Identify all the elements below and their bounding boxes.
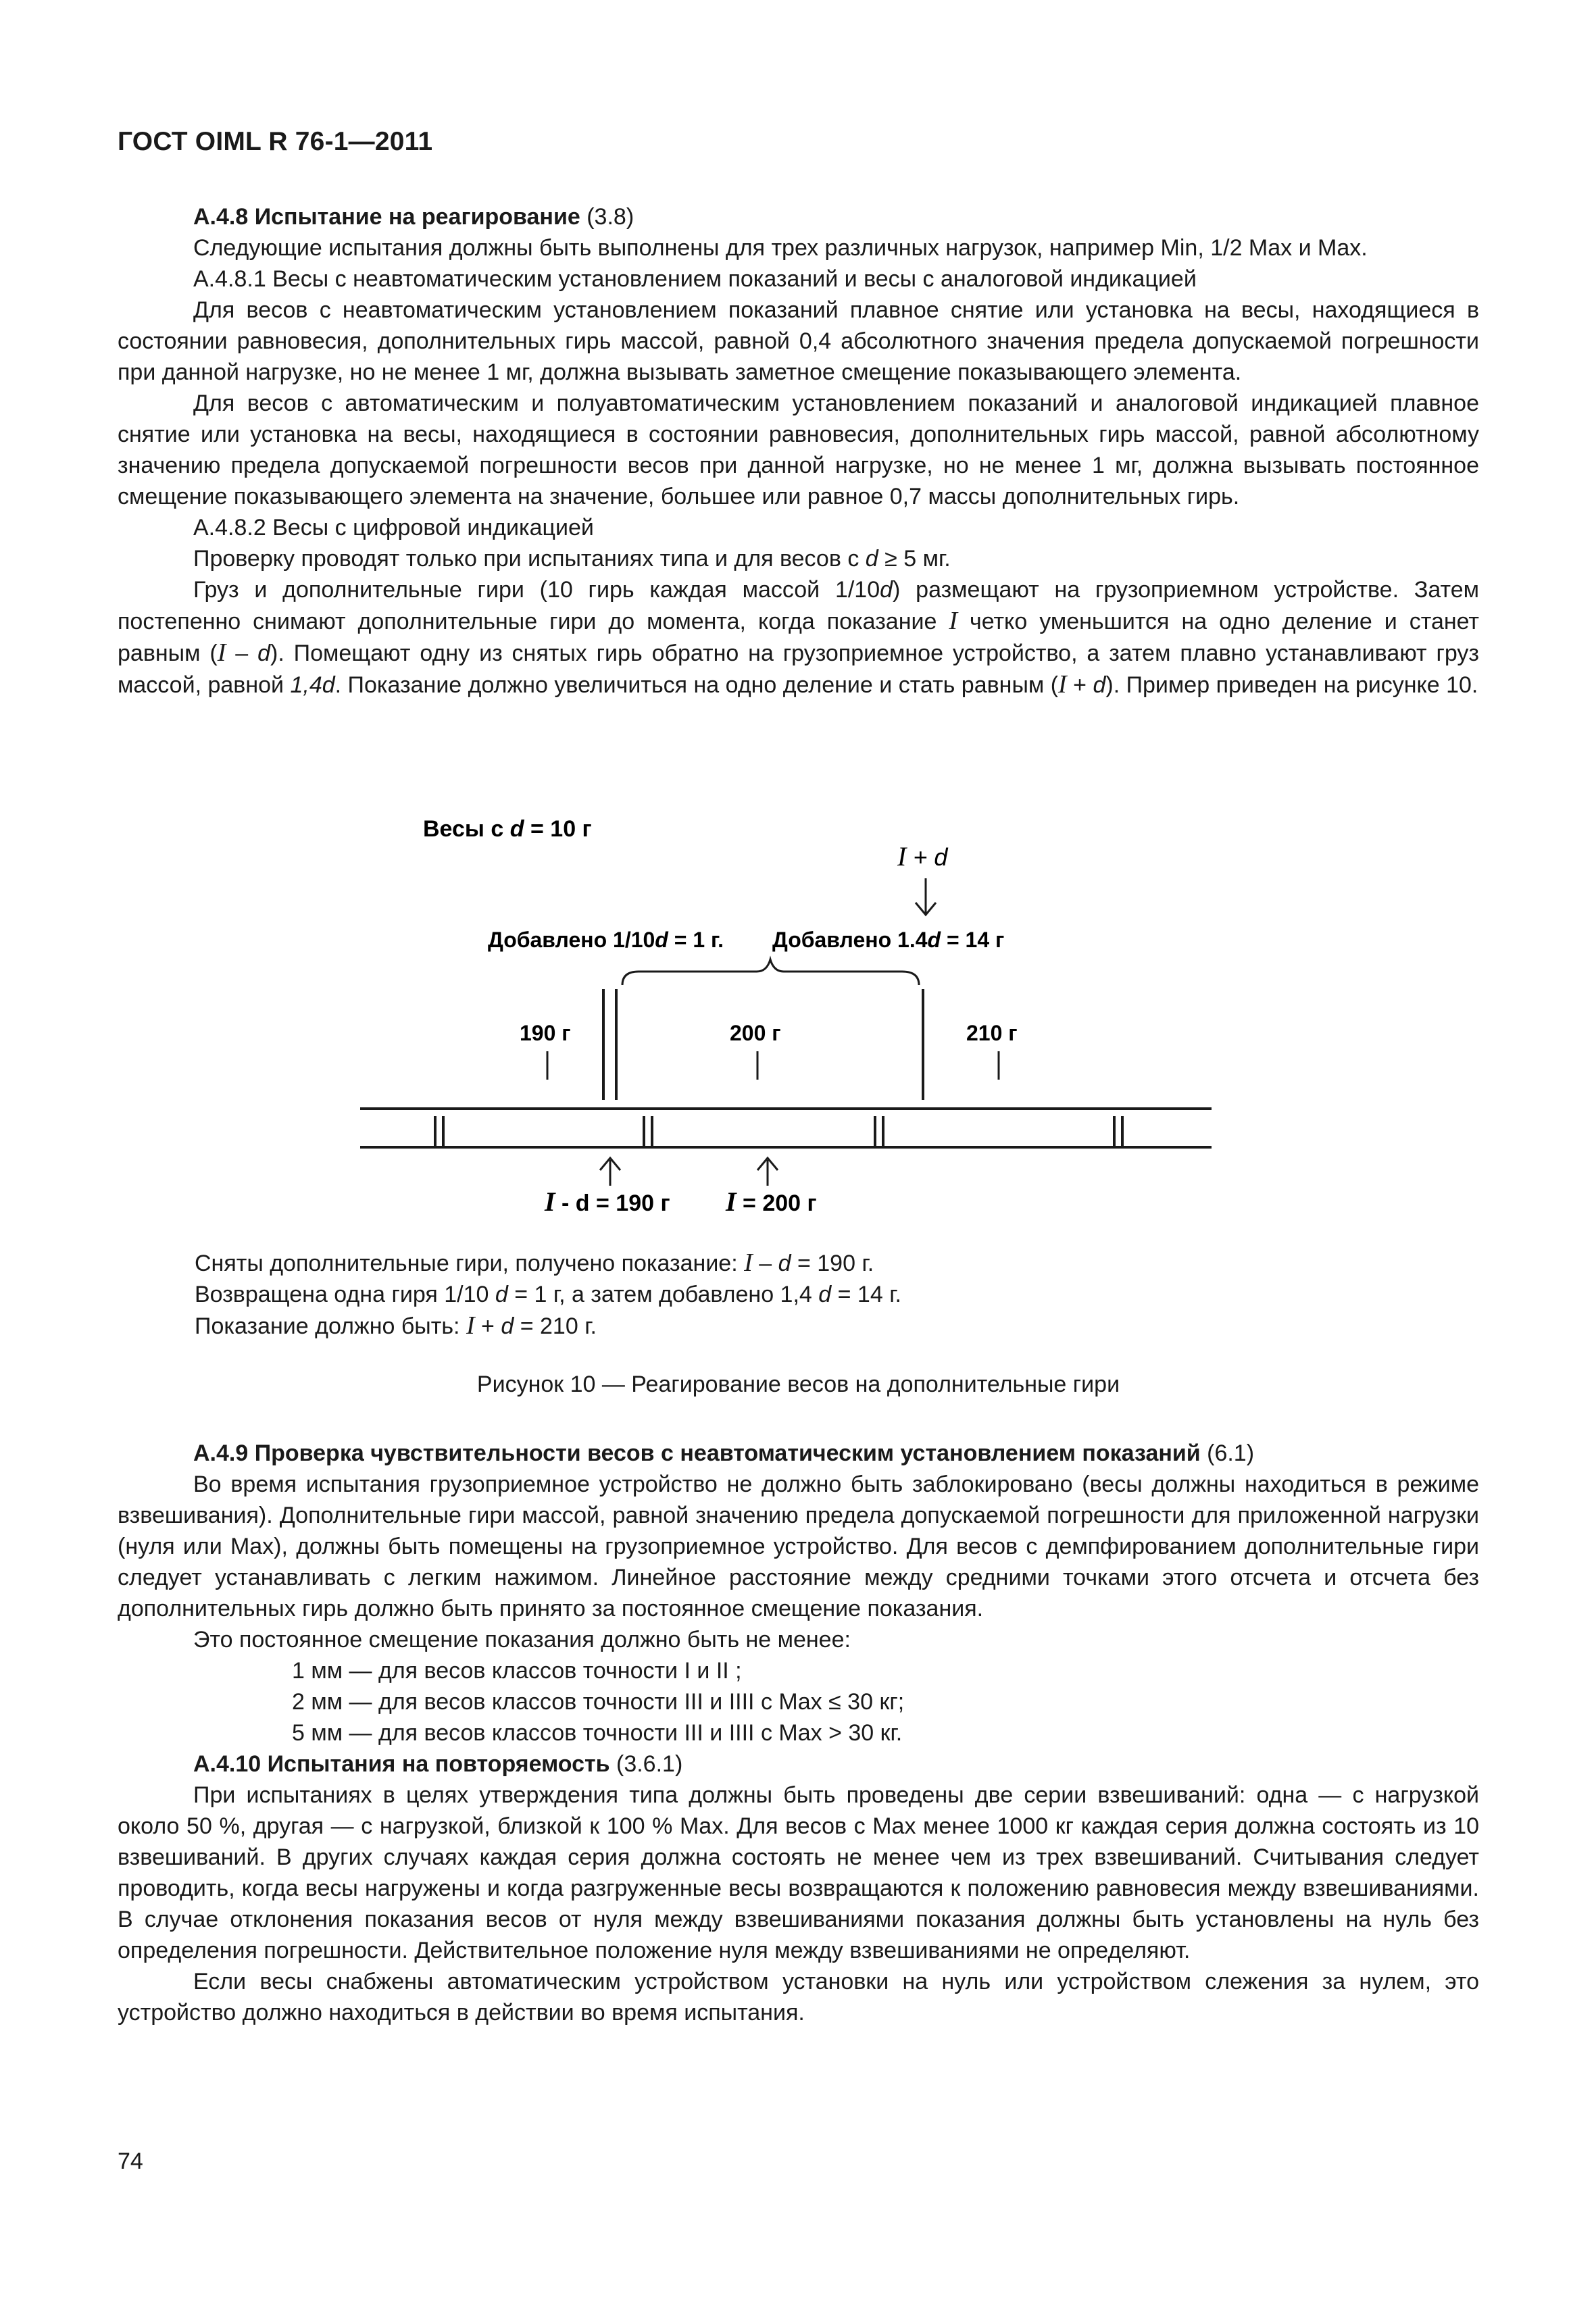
bottom-right-label: I = 200 г — [726, 1186, 817, 1217]
value-190-label: 190 г — [520, 1021, 571, 1045]
note-line: Возвращена одна гиря 1/10 d = 1 г, а затем добавлено 1,4 d = 14 г. — [195, 1282, 901, 1307]
list-item: 1 мм — для весов классов точности I и II ; — [292, 1658, 742, 1684]
figure-caption: Рисунок 10 — Реагирование весов на дополнительные гири — [476, 1372, 1120, 1397]
paragraph: Во время испытания грузоприемное устройство не должно быть заблокировано (весы должны находиться в режиме взвешивания). Дополнительные гири массой, равной значению предела допускаемой погрешности для приложенной нагрузки (нуля или Max), должны быть помещены на грузоприемное устройство. Для весов с демпфированием дополнительные гири следует устанавливать с легким нажимом. Линейное расстояние между средними точками этого отсчета и отсчета без дополнительных гирь должно быть принято за постоянное смещение показания. — [118, 1472, 1479, 1621]
paragraph: Для весов с автоматическим и полуавтоматическим установлением показаний и аналоговой индикацией плавное снятие или установка на весы, находящиеся в состоянии равновесия, дополнительных гирь массой, равной абсолютному значению предела допускаемой погрешности весов при данной нагрузке, но не менее 1 мг, должна вызывать постоянное смещение показывающего элемента на значение, большее или равное 0,7 массы дополнительных гирь. — [118, 391, 1479, 509]
section-ref: (6.1) — [1200, 1440, 1255, 1466]
document-header: ГОСТ OIML R 76-1—2011 — [118, 127, 433, 156]
section-ref: (3.6.1) — [609, 1751, 683, 1777]
value-ticks — [547, 1051, 999, 1080]
curly-brace — [622, 959, 919, 985]
scale-label: Весы с d = 10 г — [423, 816, 592, 842]
paragraph: Груз и дополнительные гири (10 гирь каждая массой 1/10d) размещают на грузоприемном устройстве. Затем постепенно снимают дополнительные гири до момента, когда показание I четко уменьшится на одно деление и станет равным (I – d). Помещают одну из снятых гирь обратно на грузоприемное устройство, а затем плавно устанавливают груз массой, равной 1,4d. Показание должно увеличиться на одно деление и стать равным (I + d). Пример приведен на рисунке 10. — [118, 577, 1479, 699]
paragraph: Проверку проводят только при испытаниях типа и для весов с d ≥ 5 мг. — [193, 546, 951, 572]
subsection-title: А.4.8.2 Весы с цифровой индикацией — [193, 515, 594, 540]
value-200-label: 200 г — [730, 1021, 781, 1045]
subsection-title: А.4.8.1 Весы с неавтоматическим установлением показаний и весы с аналоговой индикацией — [193, 266, 1197, 292]
added-right-label: Добавлено 1.4d = 14 г — [772, 928, 1005, 952]
section-heading: А.4.8 Испытание на реагирование — [193, 204, 580, 230]
up-arrow — [600, 1158, 620, 1186]
section-a49 — [118, 1438, 1479, 2028]
paragraph: При испытаниях в целях утверждения типа должны быть проведены две серии взвешиваний: одна — с нагрузкой около 50 %, другая — с нагрузкой, близкой к 100 % Max. Для весов с Max менее 1000 кг каждая серия должна состоять из 10 взвешиваний. В других случаях каждая серия должна состоять не менее чем из трех взвешиваний. Считывания следует проводить, когда весы нагружены и когда разгруженные весы возвращаются к положению равновесия между взвешиваниями. В случае отклонения показания весов от нуля между взвешиваниями показания должны быть установлены на нуль без определения погрешности. Действительное положение нуля между взвешиваниями не определяют. — [118, 1782, 1479, 1963]
note-line: Сняты дополнительные гири, получено показание: I – d = 190 г. — [195, 1249, 874, 1277]
section-ref: (3.8) — [580, 204, 634, 230]
list-item: 2 мм — для весов классов точности III и IIII с Max ≤ 30 кг; — [292, 1689, 905, 1715]
list-item: 5 мм — для весов классов точности III и IIII с Max > 30 кг. — [292, 1720, 903, 1746]
section-heading: А.4.9 Проверка чувствительности весов с неавтоматическим установлением показаний — [193, 1440, 1201, 1466]
top-i-plus-d-label: I + d — [897, 841, 948, 872]
page-number: 74 — [118, 2148, 143, 2174]
scale-lines — [360, 1109, 1212, 1147]
bottom-left-label: I - d = 190 г — [545, 1186, 670, 1217]
up-arrow — [757, 1158, 778, 1186]
paragraph: Следующие испытания должны быть выполнены для трех различных нагрузок, например Min, 1/2 Max и Max. — [193, 235, 1368, 261]
section-a48 — [118, 201, 1479, 701]
figure-notes — [195, 1247, 901, 1342]
paragraph: Если весы снабжены автоматическим устройством установки на нуль или устройством слежения за нулем, это устройство должно находиться в действии во время испытания. — [118, 1969, 1479, 2026]
section-heading: А.4.10 Испытания на повторяемость — [193, 1751, 610, 1777]
note-line: Показание должно быть: I + d = 210 г. — [195, 1311, 597, 1340]
down-arrow — [916, 878, 936, 915]
added-left-label: Добавлено 1/10d = 1 г. — [488, 928, 724, 952]
indicator-lines — [603, 989, 923, 1100]
paragraph: Для весов с неавтоматическим установлением показаний плавное снятие или установка на весы, находящиеся в состоянии равновесия, дополнительных гирь массой, равной 0,4 абсолютного значения предела допускаемой погрешности при данной нагрузке, но не менее 1 мг, должна вызывать заметное смещение показывающего элемента. — [118, 297, 1479, 385]
value-210-label: 210 г — [966, 1021, 1018, 1045]
paragraph: Это постоянное смещение показания должно быть не менее: — [193, 1627, 851, 1653]
